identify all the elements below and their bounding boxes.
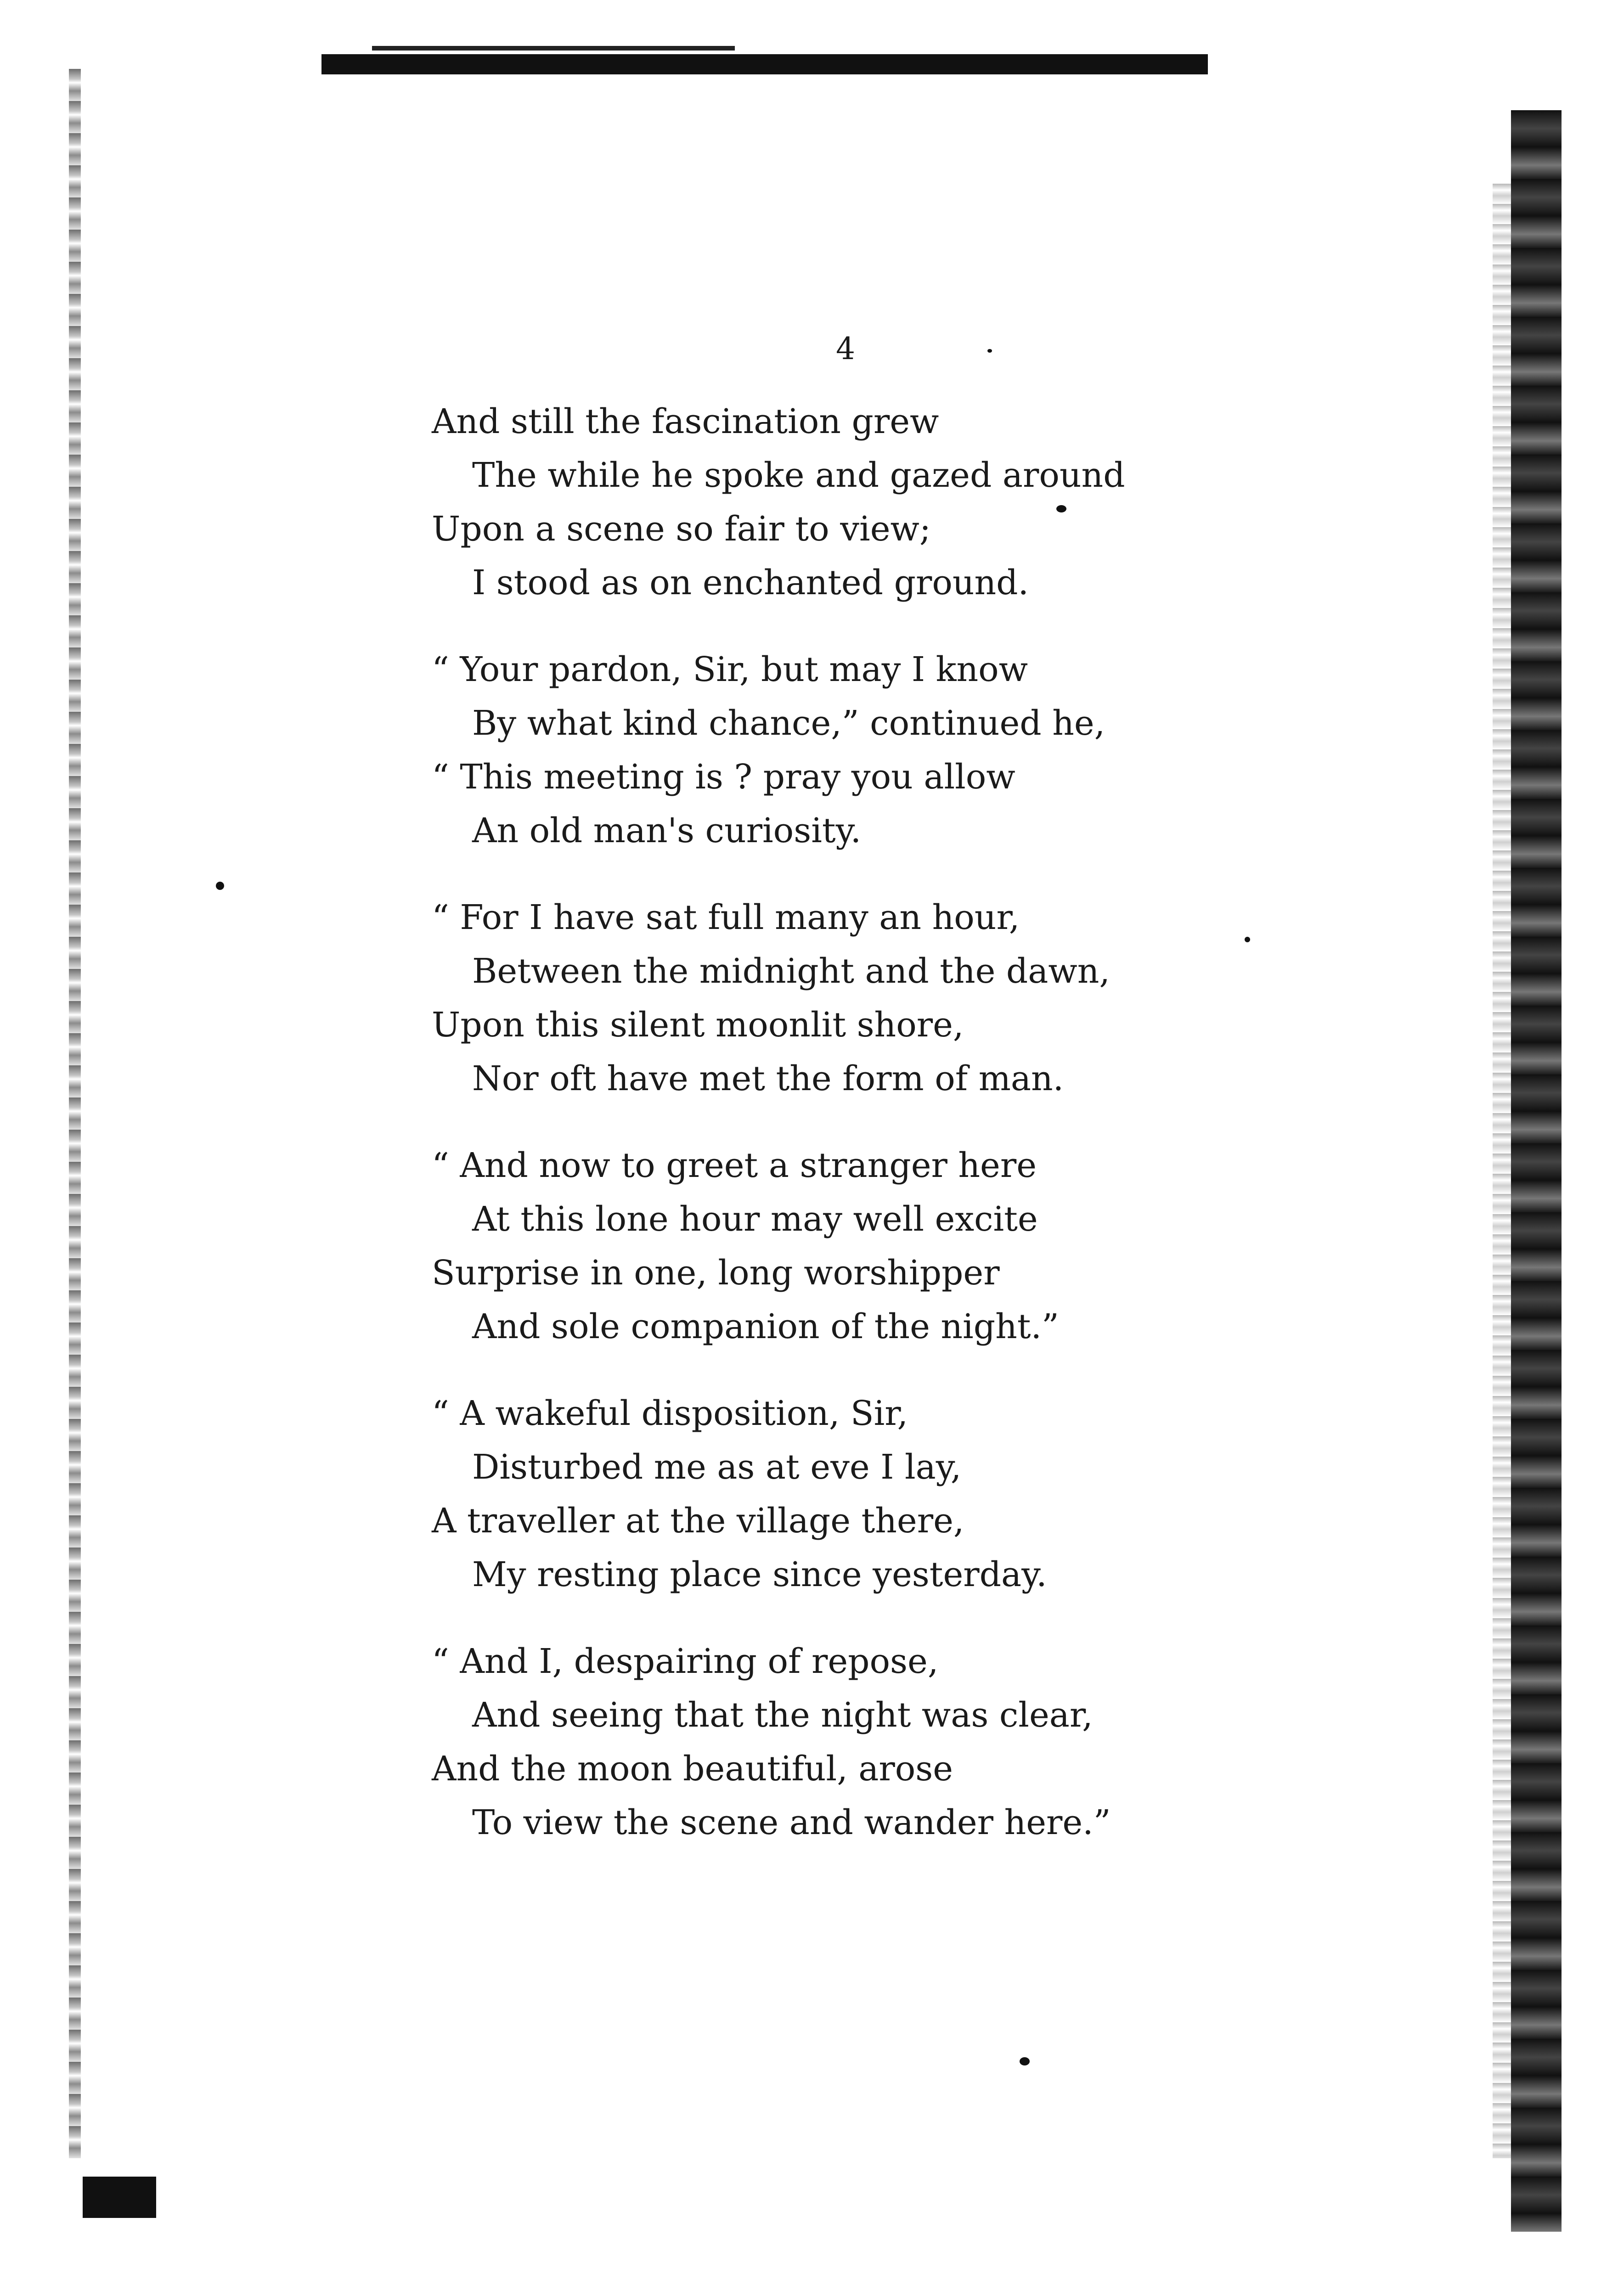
- left-page-edge: [69, 69, 81, 2158]
- ink-speck: [987, 349, 992, 353]
- poem-line: And still the fascination grew: [432, 402, 939, 441]
- poem-line: At this lone hour may well excite: [472, 1199, 1038, 1239]
- stanza: [432, 395, 1212, 610]
- poem-line: Between the midnight and the dawn,: [472, 951, 1110, 991]
- poem-line: And seeing that the night was clear,: [472, 1695, 1093, 1735]
- poem-line: Upon a scene so fair to view;: [432, 509, 931, 549]
- poem: [432, 395, 1212, 1883]
- page-number: 4: [836, 331, 855, 366]
- ink-speck: [1245, 937, 1250, 942]
- stanza: [432, 1139, 1212, 1354]
- poem-line: Upon this silent moonlit shore,: [432, 1005, 964, 1045]
- top-rule: [321, 54, 1208, 74]
- stanza: [432, 1635, 1212, 1850]
- poem-line: “ This meeting is ? pray you allow: [432, 757, 1015, 797]
- right-page-edge: [1511, 110, 1562, 2232]
- poem-line: Surprise in one, long worshipper: [432, 1253, 1000, 1293]
- poem-line: A traveller at the village there,: [432, 1501, 964, 1541]
- poem-line: Disturbed me as at eve I lay,: [472, 1447, 962, 1487]
- poem-line: An old man's curiosity.: [472, 811, 862, 850]
- poem-line: The while he spoke and gazed around: [472, 456, 1125, 495]
- right-page-edge-shadow: [1493, 184, 1511, 2158]
- poem-line: By what kind chance,” continued he,: [472, 703, 1105, 743]
- poem-line: “ For I have sat full many an hour,: [432, 898, 1020, 937]
- poem-line: “ A wakeful disposition, Sir,: [432, 1394, 908, 1433]
- stanza: [432, 891, 1212, 1106]
- stanza: [432, 643, 1212, 858]
- ink-speck: [1020, 2057, 1030, 2065]
- poem-line: “ Your pardon, Sir, but may I know: [432, 650, 1028, 689]
- ink-speck: [216, 882, 224, 890]
- poem-line: “ And I, despairing of repose,: [432, 1642, 939, 1681]
- poem-line: To view the scene and wander here.”: [472, 1803, 1111, 1842]
- poem-line: And the moon beautiful, arose: [432, 1749, 953, 1789]
- poem-line: “ And now to greet a stranger here: [432, 1146, 1037, 1185]
- bottom-left-mark: [83, 2177, 156, 2218]
- top-rule-thin: [372, 46, 735, 51]
- poem-line: And sole companion of the night.”: [472, 1307, 1059, 1346]
- stanza: [432, 1387, 1212, 1602]
- poem-line: I stood as on enchanted ground.: [472, 563, 1029, 602]
- poem-line: My resting place since yesterday.: [472, 1555, 1047, 1594]
- poem-line: Nor oft have met the form of man.: [472, 1059, 1064, 1098]
